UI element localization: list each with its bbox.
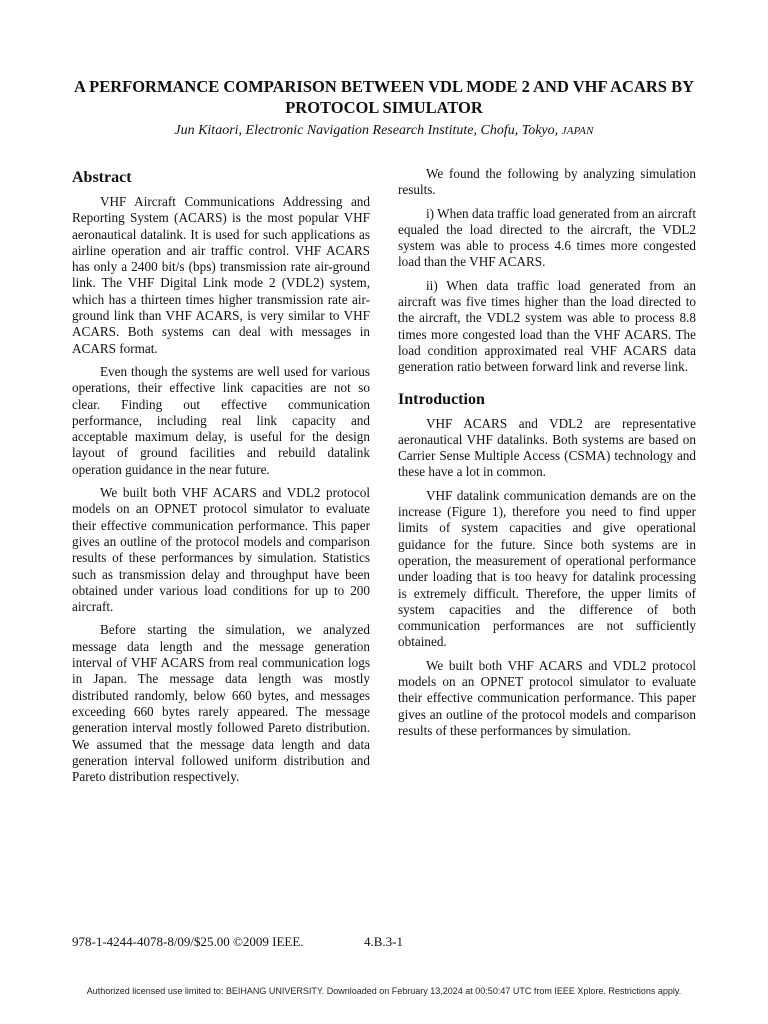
license-notice: Authorized licensed use limited to: BEIHANG UNIVERSITY. Downloaded on February 13,2024 at 00:50:47 UTC from IEEE Xplore. Restrictions apply. <box>86 986 682 996</box>
author-country: JAPAN <box>561 125 594 137</box>
right-column <box>398 166 696 746</box>
abstract-paragraph: Before starting the simulation, we analyzed message data length and the message generation interval of VHF ACARS from real communication logs in Japan. The message data length was mostly distributed randomly, below 660 bytes, and messages exceeding 660 bytes rarely appeared. The message generation interval mostly followed Pareto distribution. We assumed that the message data length and data generation interval followed uniform distribution and Pareto distribution respectively. <box>72 622 370 785</box>
introduction-paragraph: VHF datalink communication demands are on the increase (Figure 1), therefore you need to find upper limits of system capacities and give operational guidance for the future. Since both systems are in operation, the measurement of operational performance under loading that is too heavy for datalink processing is extremely difficult. Therefore, the upper limits of system capacities and the difference of both communication performances are not sufficiently obtained. <box>398 487 696 650</box>
page-number: 4.B.3-1 <box>364 934 403 949</box>
abstract-paragraph: We built both VHF ACARS and VDL2 protocol models on an OPNET protocol simulator to evaluate their effective communication performance. This paper gives an outline of the protocol models and comparison results of these performances by simulation. Statistics such as transmission delay and throughput have been obtained under various load conditions for up to 200 aircraft. <box>72 485 370 615</box>
abstract-paragraph: VHF Aircraft Communications Addressing and Reporting System (ACARS) is the most popular VHF aeronautical datalink. It is used for such applications as airline operation and air traffic control. VHF ACARS has only a 2400 bit/s (bps) transmission rate air-ground link. The VHF Digital Link mode 2 (VDL2) system, which has a thirteen times higher transmission rate air-ground link than VHF ACARS, is very similar to VHF ACARS. Both systems can deal with messages in ACARS format. <box>72 194 370 356</box>
paper-title: A PERFORMANCE COMPARISON BETWEEN VDL MODE 2 AND VHF ACARS BY PROTOCOL SIMULATOR <box>73 77 695 117</box>
copyright-line: 978-1-4244-4078-8/09/$25.00 ©2009 IEEE. <box>72 934 304 949</box>
findings-item: i) When data traffic load generated from an aircraft equaled the load directed to the aircraft, the VDL2 system was able to process 4.6 times more congested load than the VHF ACARS. <box>398 205 696 270</box>
left-column <box>72 168 370 792</box>
findings-item: ii) When data traffic load generated from an aircraft was five times higher than the load directed to the aircraft, the VDL2 system was able to process 8.8 times more congested load than the VHF ACARS. The load condition approximated real VHF ACARS data generation ratio between forward link and reverse link. <box>398 277 696 375</box>
abstract-paragraph: Even though the systems are well used for various operations, their effective link capacities are not so clear. Finding out effective communication performance, including real link capacity and acceptable maximum delay, is useful for the design layout of ground facilities and rebuild datalink operation guidance in the near future. <box>72 363 370 477</box>
abstract-heading: Abstract <box>72 169 132 186</box>
findings-paragraph: We found the following by analyzing simulation results. <box>398 166 696 198</box>
introduction-paragraph: VHF ACARS and VDL2 are representative aeronautical VHF datalinks. Both systems are based on Carrier Sense Multiple Access (CSMA) technology and these have a lot in common. <box>398 415 696 480</box>
author-affiliation: Jun Kitaori, Electronic Navigation Research Institute, Chofu, Tokyo, <box>174 123 562 138</box>
author-line <box>60 122 708 140</box>
introduction-heading: Introduction <box>398 390 485 408</box>
introduction-paragraph: We built both VHF ACARS and VDL2 protocol models on an OPNET protocol simulator to evaluate their effective communication performance. This paper gives an outline of the protocol models and comparison results of these performances by simulation. <box>398 657 696 738</box>
